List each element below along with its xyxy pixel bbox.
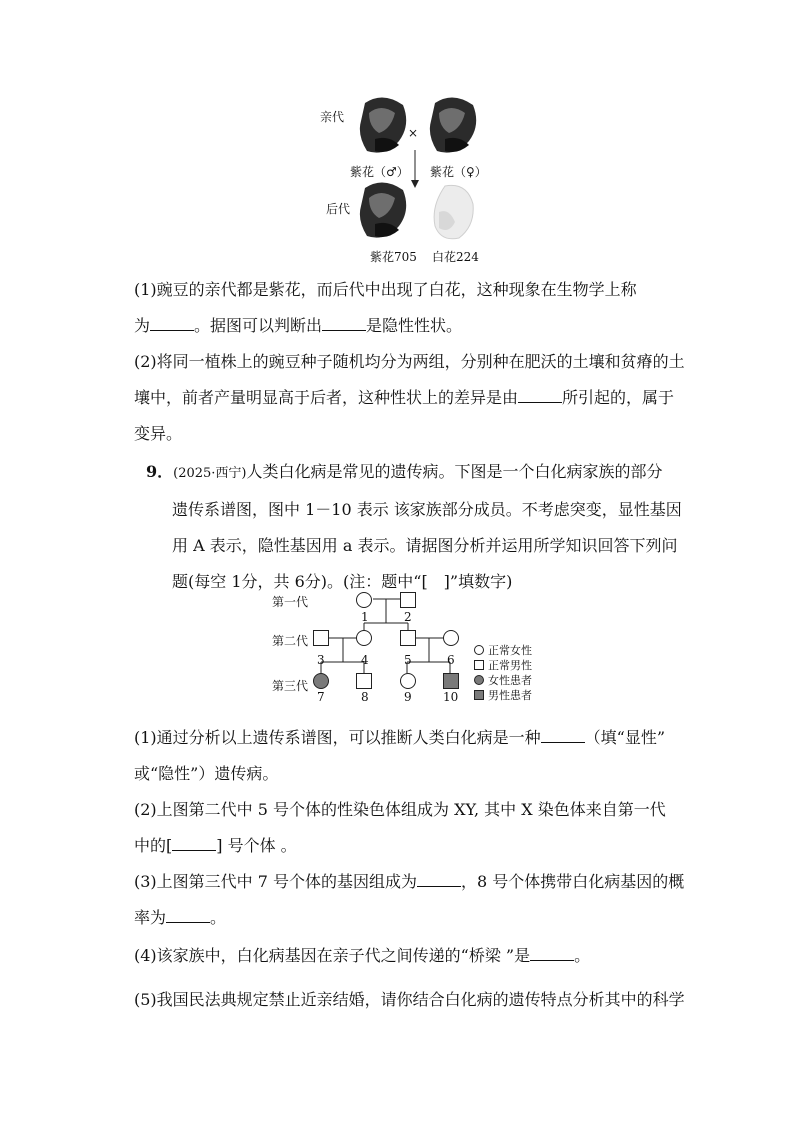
answer-blank-inheritance-type[interactable] [541,726,585,743]
legend-affected-female [474,672,532,688]
q9-sub1-line1 [134,720,694,756]
generation-3-label: 第三代 [272,679,309,693]
female-parent-label: 紫花（♀） [430,165,487,179]
cross-symbol: × [408,126,419,140]
parents-label: 亲代 [320,110,345,124]
q9-sub4 [134,938,694,974]
answer-blank-phenomenon[interactable] [150,314,194,331]
q8-part2 [134,344,694,452]
individual-2-normal-male [400,592,416,608]
q8-part1-line1: (1)豌豆的亲代都是紫花，而后代中出现了白花，这种现象在生物学上称 [134,280,637,299]
individual-1-normal-female [356,592,372,608]
question-source: (2025·西宁) [173,466,247,481]
q9-sub5 [134,982,694,1018]
male-parent-label: 紫花（♂） [350,165,409,179]
q9-line3: 用 A 表示，隐性基因用 a 表示。请据图分析并运用所学知识回答下列问 [172,536,678,555]
purple-flower-female-image [425,95,480,160]
generation-2-label: 第二代 [272,634,309,648]
q8-part2-line1: (2)将同一植株上的豌豆种子随机均分为两组，分别种在肥沃的土壤和贫瘠的土 [134,352,685,371]
individual-id: 6 [447,653,455,667]
q9-sub2-line1: (2)上图第二代中 5 号个体的性染色体组成为 XY, 其中 X 染色体来自第一代 [134,800,666,819]
q9-sub3-text-c: 率为 [134,908,167,927]
q9-sub3 [134,864,694,936]
q9-sub2-line2 [134,828,694,864]
answer-blank-variation-cause[interactable] [518,386,562,403]
individual-3-normal-male [313,630,329,646]
legend-label: 女性患者 [488,674,532,687]
q9-stem [146,454,692,600]
q8-part2-line3: 变异。 [134,424,183,443]
q9-line4: 题(每空 1分，共 6分)。(注：题中“[ ]”填数字) [172,572,513,591]
individual-6-normal-female [443,630,459,646]
purple-flower-offspring-image [355,180,410,245]
answer-blank-recessive-trait[interactable] [322,314,366,331]
q9-sub2 [134,792,694,864]
q9-sub1-line2: 或“隐性”）遗传病。 [134,764,279,783]
individual-id: 5 [404,653,412,667]
q8-part1-line2 [134,308,694,344]
answer-blank-carrier-probability[interactable] [166,906,210,923]
q9-sub1-text-b: （填“显性” [584,728,666,747]
white-count-label: 白花224 [432,250,479,264]
q9-sub3-text-d: 。 [210,908,227,927]
individual-id: 4 [361,653,369,667]
answer-blank-bridge[interactable] [530,944,574,961]
q9-line1 [146,454,692,492]
legend-label: 正常男性 [488,659,532,672]
individual-10-affected-male [443,673,459,689]
individual-5-normal-male [400,630,416,646]
q9-sub4-text-a: (4)该家族中，白化病基因在亲子代之间传递的“桥梁 ”是 [134,946,531,965]
q9-sub2-text-a: 中的[ [134,836,173,855]
individual-id: 7 [317,690,325,704]
purple-count-label: 紫花705 [370,250,417,264]
q9-sub3-line1 [134,864,694,900]
individual-id: 2 [404,610,412,624]
white-flower-image [427,182,477,244]
q9-sub1-text-a: (1)通过分析以上遗传系谱图，可以推断人类白化病是一种 [134,728,541,747]
q9-sub4-text-b: 。 [574,946,591,965]
down-arrow-icon [410,150,420,188]
q9-text-1: 人类白化病是常见的遗传病。下图是一个白化病家族的部分 [246,462,663,481]
individual-id: 8 [361,690,369,704]
offspring-label: 后代 [326,202,351,216]
legend-label: 正常女性 [488,644,532,657]
individual-8-normal-male [356,673,372,689]
q9-sub3-line2 [134,900,694,936]
individual-9-normal-female [400,673,416,689]
q8-part2-text-b: 所引起的，属于 [562,388,675,407]
normal-female-symbol-icon [474,645,484,655]
legend-normal-female [474,642,532,658]
individual-id: 3 [317,653,325,667]
q8-part1-text-c: 是隐性性状。 [366,316,463,335]
q8-part1-text-a: 为 [134,316,151,335]
legend-normal-male [474,657,532,673]
generation-1-label: 第一代 [272,595,309,609]
q9-sub1 [134,720,694,792]
legend-label: 男性患者 [488,689,532,702]
q9-sub3-text-a: (3)上图第三代中 7 号个体的基因组成为 [134,872,418,891]
answer-blank-genotype-7[interactable] [417,870,461,887]
individual-4-normal-female [356,630,372,646]
affected-male-symbol-icon [474,690,484,700]
q8-part2-text-a: 壤中，前者产量明显高于后者，这种性状上的差异是由 [134,388,519,407]
q9-sub5-line1: (5)我国民法典规定禁止近亲结婚，请你结合白化病的遗传特点分析其中的科学 [134,990,685,1009]
purple-flower-male-image [355,95,410,160]
question-number: 9． [146,462,174,481]
affected-female-symbol-icon [474,675,484,685]
q9-sub3-text-b: ，8 号个体携带白化病基因的概 [461,872,685,891]
individual-id: 1 [361,610,369,624]
individual-id: 9 [404,690,412,704]
q9-sub2-text-b: ] 号个体 。 [216,836,297,855]
q8-part1 [134,272,694,344]
q8-part2-line2 [134,380,694,416]
normal-male-symbol-icon [474,660,484,670]
legend-affected-male [474,687,532,703]
answer-blank-x-source-individual[interactable] [172,834,216,851]
individual-7-affected-female [313,673,329,689]
q9-line2: 遗传系谱图，图中 1－10 表示 该家族部分成员。不考虑突变，显性基因 [172,500,682,519]
q8-part1-text-b: 。据图可以判断出 [194,316,323,335]
individual-id: 10 [443,690,459,704]
